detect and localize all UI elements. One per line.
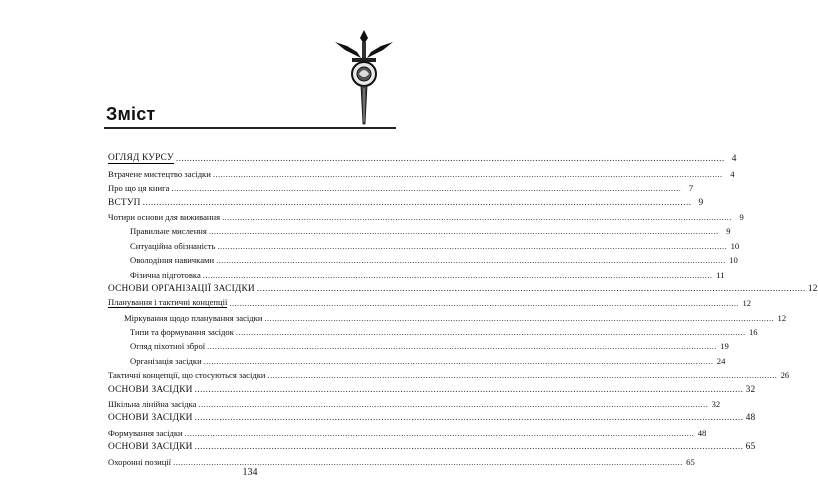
toc-dot-leader: ........................................................................................................................................................................................................ — [202, 269, 713, 280]
toc-entry-page: 4 — [730, 168, 735, 179]
toc-entry — [108, 193, 704, 208]
toc-entry-label: ОГЛЯД КУРСУ — [108, 153, 174, 164]
page-title: Зміст — [106, 104, 156, 124]
toc-dot-leader: ........................................................................................................................................................................................................ — [256, 283, 806, 294]
toc-entry — [108, 380, 756, 395]
toc-dot-leader: ........................................................................................................................................................................................................ — [267, 370, 778, 381]
toc-dot-leader: ........................................................................................................................................................................................................ — [198, 399, 709, 410]
toc-dot-leader: ........................................................................................................................................................................................................ — [235, 327, 746, 338]
toc-entry-page: 48 — [697, 427, 707, 438]
toc-entry-page: 65 — [686, 456, 695, 467]
toc-dot-leader: ........................................................................................................................................................................................................ — [207, 341, 717, 352]
toc-entry-label: Формування засідки — [108, 427, 183, 438]
table-of-contents — [108, 150, 818, 467]
toc-dot-leader: ........................................................................................................................................................................................................ — [175, 154, 725, 165]
toc-entry-page: 48 — [745, 413, 756, 424]
toc-entry-label: Організація засідки — [130, 355, 202, 366]
toc-dot-leader: ........................................................................................................................................................................................................ — [264, 312, 775, 323]
toc-entry-page: 32 — [745, 384, 756, 395]
toc-entry-label: Планування і тактичні концепції — [108, 297, 228, 308]
toc-entry-label: ВСТУП — [108, 197, 141, 208]
toc-entry — [108, 251, 738, 266]
toc-entry-page: 12 — [742, 298, 752, 309]
toc-entry-page: 11 — [716, 269, 725, 280]
toc-entry-label: Про що ця книга — [108, 183, 170, 194]
title-divider — [104, 127, 396, 129]
toc-entry-page: 32 — [711, 399, 721, 410]
toc-entry — [108, 366, 790, 381]
toc-entry-label: Оволодіння навичками — [130, 255, 215, 266]
toc-dot-leader: ........................................................................................................................................................................................................ — [194, 413, 744, 424]
toc-entry — [108, 179, 694, 194]
toc-entry — [108, 395, 721, 410]
toc-entry-label: ОСНОВИ ОРГАНІЗАЦІЇ ЗАСІДКИ — [108, 283, 255, 294]
toc-entry-label: Охоронні позиції — [108, 456, 172, 467]
toc-entry-page: 9 — [726, 226, 731, 237]
toc-dot-leader: ........................................................................................................................................................................................................ — [171, 183, 682, 194]
toc-entry — [108, 337, 729, 352]
page-number: 134 — [242, 467, 258, 478]
toc-entry — [108, 308, 787, 323]
toc-dot-leader: ........................................................................................................................................................................................................ — [142, 197, 692, 208]
toc-entry-label: Типи та формування засідок — [130, 327, 234, 338]
toc-entry-label: Чотири основи для виживання — [108, 211, 221, 222]
toc-entry-page: 65 — [745, 442, 756, 453]
toc-entry-page: 26 — [780, 370, 790, 381]
toc-entry-label: ОСНОВИ ЗАСІДКИ — [108, 384, 193, 395]
toc-entry — [108, 323, 758, 338]
toc-entry — [108, 351, 726, 366]
toc-entry-page: 12 — [777, 312, 787, 323]
toc-entry — [108, 208, 744, 222]
toc-entry-label: Шкільна лінійна засідка — [108, 399, 197, 410]
toc-dot-leader: ........................................................................................................................................................................................................ — [229, 298, 740, 309]
toc-entry — [108, 280, 818, 294]
toc-entry — [108, 438, 756, 453]
toc-entry-label: ОСНОВИ ЗАСІДКИ — [108, 413, 193, 424]
toc-entry — [108, 294, 752, 309]
toc-dot-leader: ........................................................................................................................................................................................................ — [216, 255, 726, 266]
toc-entry-label: Фізична підготовка — [130, 269, 201, 280]
toc-dot-leader: ........................................................................................................................................................................................................ — [203, 355, 714, 366]
toc-entry-label: Міркування щодо планування засідки — [124, 312, 263, 323]
toc-entry-page: 16 — [748, 327, 758, 338]
toc-entry — [108, 236, 740, 251]
toc-dot-leader: ........................................................................................................................................................................................................ — [173, 456, 683, 467]
toc-entry-page: 10 — [729, 255, 738, 266]
toc-entry — [108, 423, 707, 438]
toc-entry-label: Тактичні концепції, що стосуються засідки — [108, 370, 266, 381]
toc-entry-label: Ситуаційна обізнаність — [130, 240, 216, 251]
toc-entry-page: 24 — [716, 355, 726, 366]
toc-dot-leader: ........................................................................................................................................................................................................ — [212, 168, 723, 179]
toc-entry-label: Втрачене мистецтво засідки — [108, 168, 211, 179]
toc-entry-page: 10 — [730, 240, 740, 251]
toc-dot-leader: ........................................................................................................................................................................................................ — [222, 211, 732, 222]
toc-entry-page: 12 — [807, 283, 818, 294]
toc-dot-leader: ........................................................................................................................................................................................................ — [217, 240, 728, 251]
toc-dot-leader: ........................................................................................................................................................................................................ — [184, 427, 695, 438]
toc-entry-label: Правильне мислення — [130, 226, 207, 237]
toc-entry-page: 9 — [698, 197, 704, 208]
toc-entry — [108, 409, 756, 424]
toc-dot-leader: ........................................................................................................................................................................................................ — [208, 226, 719, 237]
toc-entry — [108, 265, 725, 280]
toc-entry — [108, 150, 737, 165]
toc-entry-label: Огляд піхотної зброї — [130, 341, 206, 352]
toc-entry-label: ОСНОВИ ЗАСІДКИ — [108, 442, 193, 453]
toc-entry-page: 9 — [739, 211, 744, 222]
toc-entry-page: 19 — [720, 341, 729, 352]
toc-entry — [108, 164, 735, 179]
toc-entry-page: 4 — [731, 154, 737, 165]
toc-entry — [108, 222, 731, 237]
dagger-emblem-icon — [333, 28, 395, 128]
toc-dot-leader: ........................................................................................................................................................................................................ — [194, 442, 744, 453]
toc-dot-leader: ........................................................................................................................................................................................................ — [194, 384, 744, 395]
toc-entry — [108, 452, 695, 467]
toc-entry-page: 7 — [688, 183, 694, 194]
